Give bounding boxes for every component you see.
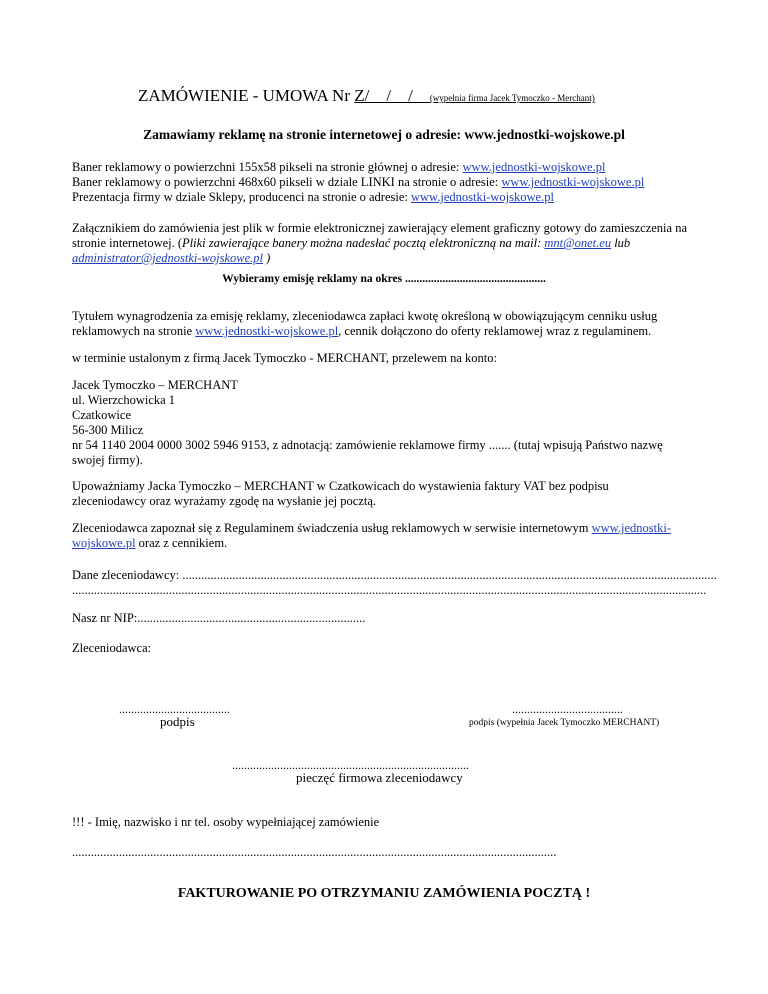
regulations-paragraph [72, 521, 697, 551]
client-label: Zleceniodawca: [72, 641, 152, 655]
signature-line-left[interactable]: ..................................... [119, 702, 230, 716]
option-item [72, 175, 697, 190]
order-number-blank[interactable]: Z/ / / [354, 86, 430, 105]
contact-line[interactable]: ........................................................................................................................................................... [72, 845, 557, 859]
payment-paragraph [72, 309, 697, 339]
address-line: 56-300 Milicz [72, 423, 144, 437]
option-text: Baner reklamowy o powierzchni 468x60 pikseli w dziale LINKI na stronie o adresie: [72, 175, 502, 189]
nip-field[interactable]: Nasz nr NIP:......................................................................... [72, 611, 366, 625]
stamp-line[interactable]: ............................................................................... [232, 758, 469, 772]
email-link-2[interactable]: administrator@jednostki-wojskowe.pl [72, 251, 264, 265]
option-text: Prezentacja firmy w dziale Sklepy, producenci na stronie o adresie: [72, 190, 411, 204]
client-data-label[interactable]: Dane zleceniodawcy: ........................................................................................................................................................................... [72, 568, 717, 582]
title-text: ZAMÓWIENIE - UMOWA Nr [138, 86, 355, 105]
payment-link[interactable]: www.jednostki-wojskowe.pl [195, 324, 339, 338]
address-block [72, 378, 697, 468]
bank-account: nr 54 1140 2004 0000 3002 5946 9153, z adnotacją: zamówienie reklamowe firmy ....... (tutaj wpisują Państwo nazwę swojej firmy). [72, 438, 663, 467]
option-list [72, 160, 697, 205]
period-line: Wybieramy emisję reklamy na okres ................................................. [222, 273, 546, 285]
attachment-italic-text: Pliki zawierające banery można nadesłać pocztą elektroniczną na mail: [182, 236, 545, 250]
option-item [72, 190, 697, 205]
contact-label: !!! - Imię, nazwisko i nr tel. osoby wypełniającej zamówienie [72, 815, 380, 829]
footer-notice: FAKTUROWANIE PO OTRZYMANIU ZAMÓWIENIA POCZTĄ ! [177, 886, 591, 901]
payment-text-after: , cennik dołączono do oferty reklamowej wraz z regulaminem. [338, 324, 652, 338]
document-title [138, 88, 595, 106]
regulations-text: Zleceniodawca zapoznał się z Regulaminem świadczenia usług reklamowych w serwisie internetowym [72, 521, 592, 535]
regulations-link[interactable]: www.jednostki-wojskowe.pl [72, 521, 671, 550]
email-link-1[interactable]: mnt@onet.eu [544, 236, 612, 250]
option-item [72, 160, 697, 175]
address-line: ul. Wierzchowicka 1 [72, 393, 176, 407]
option-link[interactable]: www.jednostki-wojskowe.pl [462, 160, 606, 174]
title-note: (wypełnia firma Jacek Tymoczko - Merchant) [429, 93, 595, 103]
option-link[interactable]: www.jednostki-wojskowe.pl [501, 175, 645, 189]
regulations-text-after: oraz z cennikiem. [135, 536, 228, 550]
attachment-or: lub [611, 236, 631, 250]
signature-label-left: podpis [160, 714, 195, 729]
signature-label-right: podpis (wypełnia Jacek Tymoczko MERCHANT) [469, 718, 660, 728]
attachment-paragraph [72, 221, 697, 266]
client-data-block [72, 568, 762, 598]
option-link[interactable]: www.jednostki-wojskowe.pl [411, 190, 554, 204]
payment-text: Tytułem wynagrodzenia za emisję reklamy, zleceniodawca zapłaci kwotę określoną w obowiązującym cenniku usług reklamowych na stronie [72, 309, 658, 338]
attachment-text: Załącznikiem do zamówienia jest plik w formie elektronicznej zawierający element graficzny gotowy do zamieszczenia na stronie internetowej. ( [72, 221, 687, 250]
option-text: Baner reklamowy o powierzchni 155x58 pikseli na stronie głównej o adresie: [72, 160, 463, 174]
signature-line-right[interactable]: ..................................... [512, 702, 623, 716]
stamp-label: pieczęć firmowa zleceniodawcy [296, 770, 463, 785]
authorization-paragraph: Upoważniamy Jacka Tymoczko – MERCHANT w Czatkowicach do wystawienia faktury VAT bez podpisu zleceniodawcy oraz wyrażamy zgodę na wysłanie jej pocztą. [72, 479, 609, 508]
subtitle: Zamawiamy reklamę na stronie internetowej o adresie: www.jednostki-wojskowe.pl [143, 127, 625, 142]
attachment-close: ) [263, 251, 271, 265]
address-line: Jacek Tymoczko – MERCHANT [72, 378, 238, 392]
transfer-intro: w terminie ustalonym z firmą Jacek Tymoczko - MERCHANT, przelewem na konto: [72, 351, 497, 365]
address-line: Czatkowice [72, 408, 132, 422]
client-data-line[interactable]: ........................................................................................................................................................................................................... [72, 583, 707, 597]
